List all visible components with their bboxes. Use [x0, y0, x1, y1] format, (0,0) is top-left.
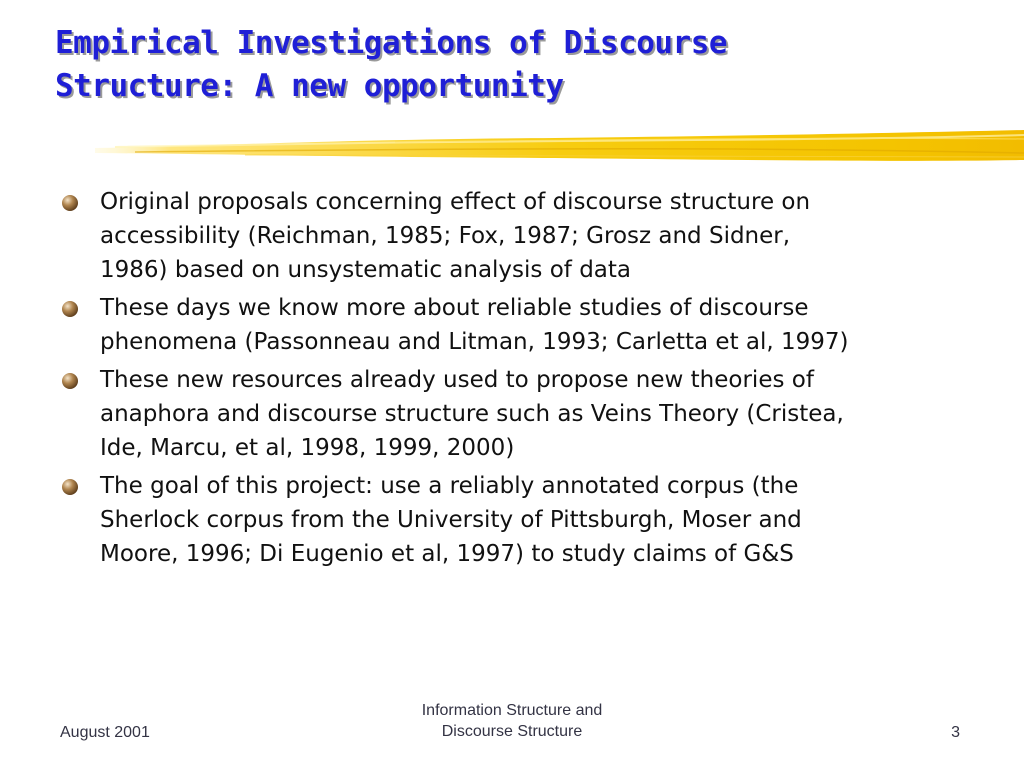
bullet-text-line: Original proposals concerning effect of discourse structure on	[100, 189, 811, 215]
bullet-text-line: accessibility (Reichman, 1985; Fox, 1987; Grosz and Sidner,	[100, 223, 791, 249]
slide-title-line: Structure: A new opportunity	[55, 68, 564, 104]
bronze-sphere-bullet-icon	[62, 373, 78, 389]
footer-date: August 2001	[60, 724, 150, 741]
bronze-sphere-bullet-icon	[62, 195, 78, 211]
bullet-item	[62, 291, 982, 359]
bullet-text-line: Sherlock corpus from the University of Pittsburgh, Moser and	[100, 507, 802, 533]
page-number: 3	[951, 724, 960, 741]
footer-title-line: Information Structure and	[421, 702, 603, 719]
footer-title	[360, 700, 664, 742]
bullet-item	[62, 185, 982, 287]
bullet-text-line: anaphora and discourse structure such as Veins Theory (Cristea,	[100, 401, 844, 427]
bullet-item	[62, 363, 982, 465]
slide-title-line: Empirical Investigations of Discourse	[55, 25, 728, 61]
bullet-text-line: Ide, Marcu, et al, 1998, 1999, 2000)	[100, 435, 515, 461]
bullet-text-line: 1986) based on unsystematic analysis of data	[100, 257, 631, 283]
bullet-item	[62, 469, 982, 571]
bronze-sphere-bullet-icon	[62, 301, 78, 317]
bronze-sphere-bullet-icon	[62, 479, 78, 495]
slide-title	[55, 22, 995, 108]
footer-title-line: Discourse Structure	[441, 723, 583, 740]
bullet-text-line: The goal of this project: use a reliably annotated corpus (the	[100, 473, 799, 499]
bullet-text-line: Moore, 1996; Di Eugenio et al, 1997) to study claims of G&S	[100, 541, 794, 567]
yellow-brush-stroke-decoration	[95, 126, 1024, 170]
bullet-list	[62, 185, 982, 575]
bullet-text-line: These days we know more about reliable studies of discourse	[100, 295, 809, 321]
bullet-text-line: These new resources already used to propose new theories of	[100, 367, 814, 393]
bullet-text-line: phenomena (Passonneau and Litman, 1993; Carletta et al, 1997)	[100, 329, 849, 355]
